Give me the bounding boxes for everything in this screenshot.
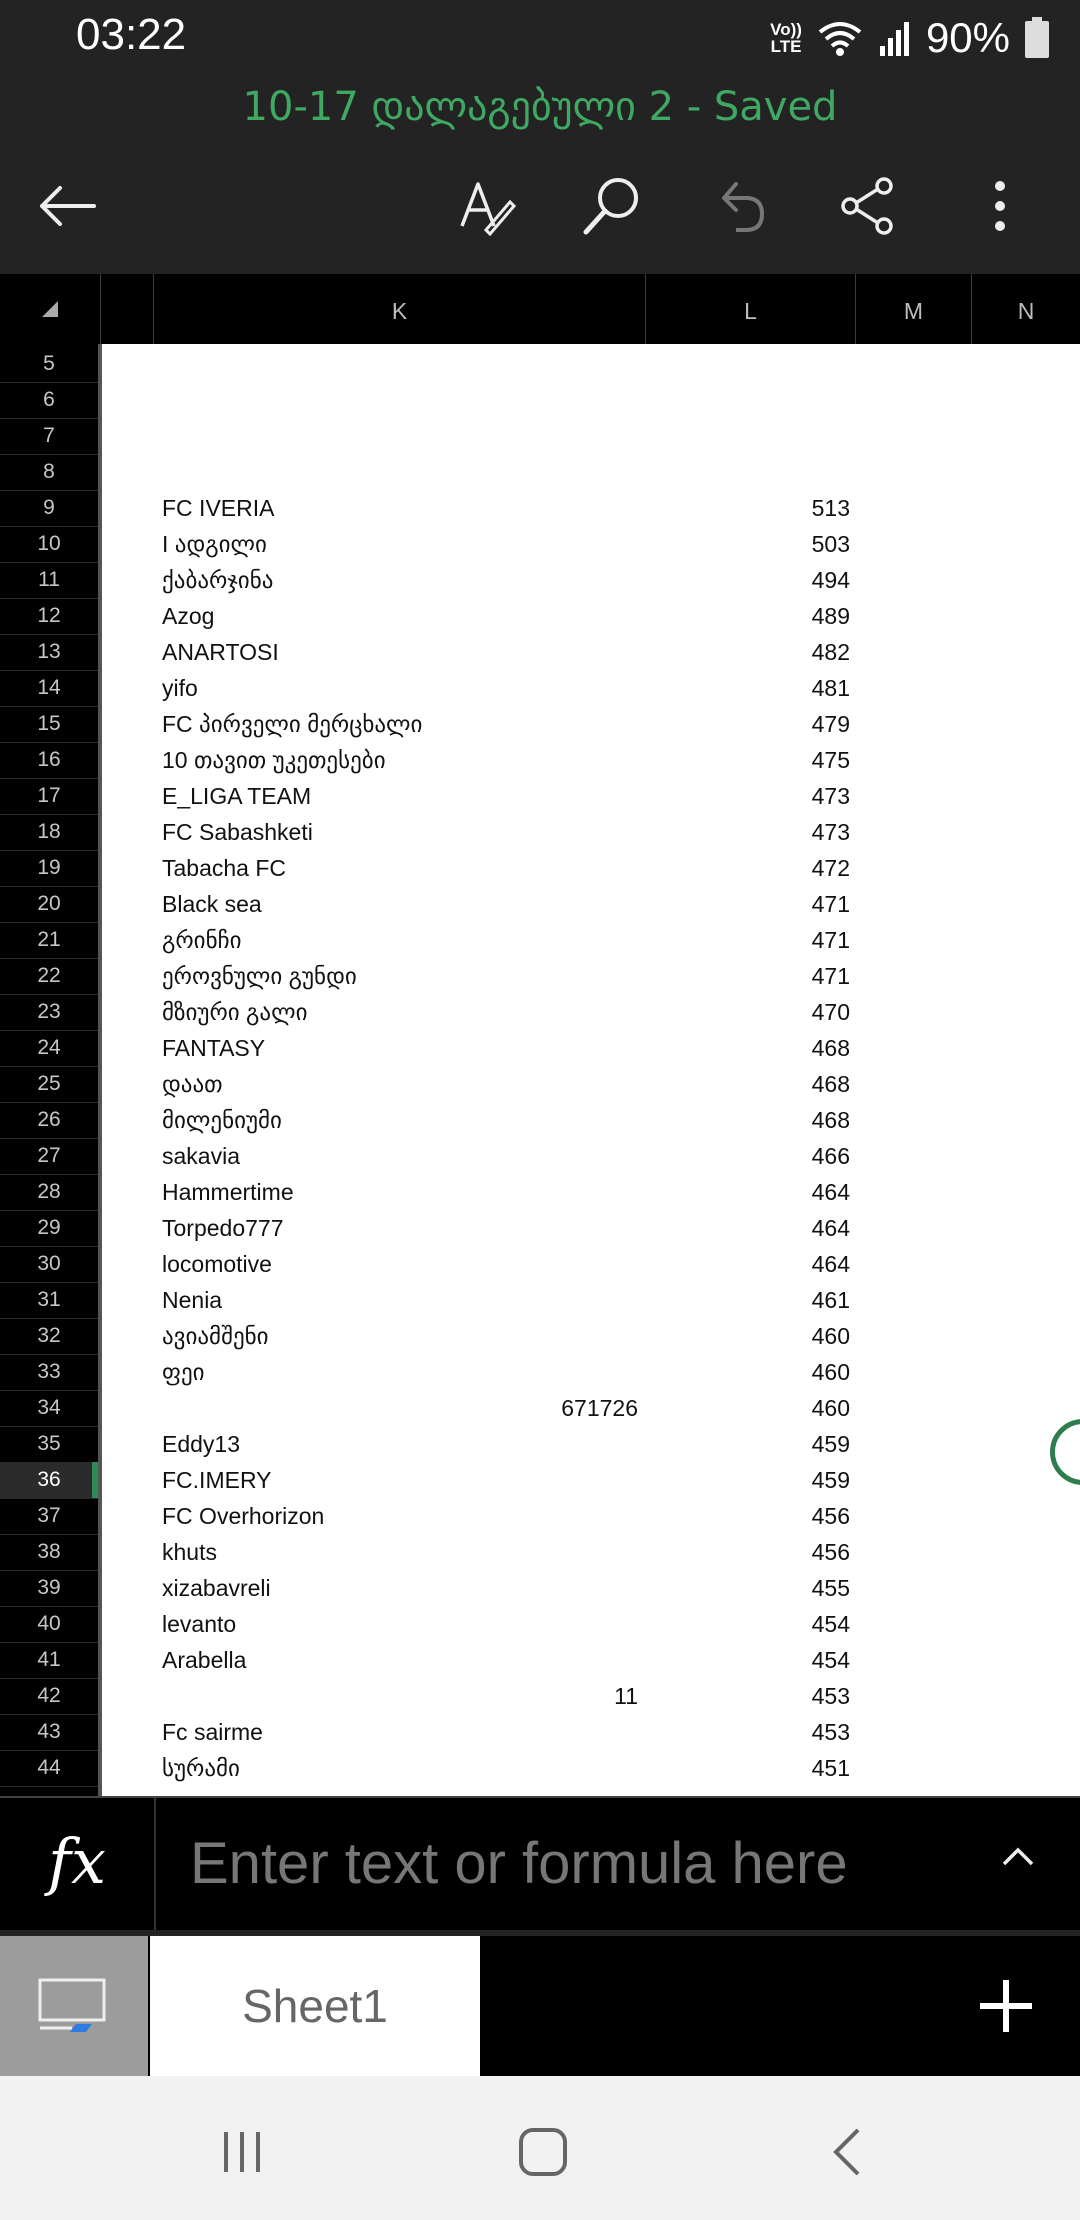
row-header[interactable]: 17 [0, 778, 98, 815]
cell-team-name[interactable]: Eddy13 [162, 1431, 241, 1457]
cell-team-name[interactable]: FC Sabashketi [162, 819, 313, 845]
wifi-icon [816, 18, 864, 58]
column-header-k[interactable]: K [154, 274, 646, 344]
cell-points[interactable]: 456 [811, 1503, 850, 1529]
undo-icon [710, 176, 770, 236]
cell-points[interactable]: 453 [811, 1719, 850, 1745]
volte-indicator [770, 21, 802, 55]
cell-points[interactable]: 494 [811, 567, 850, 593]
cell-team-name[interactable]: ეროვნული გუნდი [162, 963, 357, 989]
cell-points[interactable]: 472 [811, 855, 850, 881]
undo-button[interactable] [702, 168, 778, 244]
cell-points[interactable]: 468 [811, 1071, 850, 1097]
row-header[interactable]: 32 [0, 1318, 98, 1355]
cell-points[interactable]: 464 [811, 1179, 850, 1205]
cell-team-name[interactable]: მილენიუმი [162, 1107, 282, 1133]
cell-team-name[interactable]: sakavia [162, 1143, 240, 1169]
cell-team-name[interactable]: FC Overhorizon [162, 1503, 325, 1529]
row-header[interactable]: 20 [0, 886, 98, 923]
volte-top: Vo)) [770, 20, 802, 39]
row-header[interactable]: 11 [0, 562, 98, 599]
row-header[interactable]: 43 [0, 1714, 98, 1751]
back-button[interactable] [30, 168, 106, 244]
row-header[interactable]: 18 [0, 814, 98, 851]
cell-team-name[interactable]: FANTASY [162, 1035, 266, 1061]
sheet-bar [0, 1936, 1080, 2076]
row-header[interactable]: 34 [0, 1390, 98, 1427]
cell-points[interactable]: 479 [811, 711, 850, 737]
signal-icon [878, 18, 912, 58]
row-header[interactable]: 13 [0, 634, 98, 671]
cell-team-name[interactable]: FC პირველი მერცხალი [162, 711, 423, 737]
cell-team-name[interactable]: I ადგილი [162, 531, 267, 557]
cell-points[interactable]: 475 [811, 747, 850, 773]
cell-team-name[interactable]: Tabacha FC [162, 855, 287, 881]
selection-handle[interactable] [1050, 1419, 1080, 1485]
cell-team-name[interactable]: Nenia [162, 1287, 223, 1313]
select-all-corner[interactable] [0, 274, 101, 344]
row-header[interactable]: 44 [0, 1750, 98, 1787]
battery-percent: 90% [925, 14, 1010, 61]
cell-points[interactable]: 466 [811, 1143, 850, 1169]
cell-team-name[interactable]: სურამი [162, 1755, 240, 1781]
cell-points[interactable]: 503 [811, 531, 850, 557]
cell-points[interactable]: 489 [811, 603, 850, 629]
cell-team-name[interactable]: locomotive [162, 1251, 272, 1277]
pen-edit-icon [456, 176, 516, 236]
cell-team-name[interactable]: ფეი [162, 1359, 205, 1385]
sheet-view-button[interactable] [0, 1936, 148, 2076]
cell-points[interactable]: 453 [811, 1683, 850, 1709]
cell-points[interactable]: 471 [811, 963, 850, 989]
cell-team-name[interactable]: xizabavreli [162, 1575, 271, 1601]
cell-number-k[interactable]: 11 [614, 1683, 638, 1709]
row-header[interactable]: 6 [0, 382, 98, 419]
row-header[interactable]: 26 [0, 1102, 98, 1139]
cell-points[interactable]: 459 [811, 1431, 850, 1457]
row-header[interactable]: 28 [0, 1174, 98, 1211]
cell-team-name[interactable]: Azog [162, 603, 215, 629]
cell-points[interactable]: 451 [811, 1755, 850, 1781]
cell-team-name[interactable]: Black sea [162, 891, 262, 917]
cell-team-name[interactable]: khuts [162, 1539, 217, 1565]
cell-points[interactable]: 454 [811, 1647, 850, 1673]
cell-points[interactable]: 459 [811, 1467, 850, 1493]
search-button[interactable] [574, 168, 650, 244]
cell-points[interactable]: 471 [811, 891, 850, 917]
cell-points[interactable]: 461 [811, 1287, 850, 1313]
cell-points[interactable]: 473 [811, 783, 850, 809]
cell-points[interactable]: 513 [811, 495, 850, 521]
row-header[interactable]: 16 [0, 742, 98, 779]
cell-team-name[interactable]: ANARTOSI [162, 639, 279, 665]
more-options-button[interactable] [962, 168, 1038, 244]
toolbar [0, 138, 1080, 274]
chevron-up-icon[interactable] [1000, 1838, 1036, 1874]
recent-apps-icon[interactable] [212, 2122, 272, 2182]
home-icon[interactable] [513, 2122, 573, 2182]
row-header[interactable]: 41 [0, 1642, 98, 1679]
edit-pen-button[interactable] [448, 168, 524, 244]
add-sheet-icon[interactable] [972, 1972, 1040, 2040]
search-icon [580, 174, 644, 238]
row-header[interactable]: 42 [0, 1678, 98, 1715]
formula-bar [0, 1796, 1080, 1930]
cell-team-name[interactable]: yifo [162, 675, 198, 701]
back-nav-icon[interactable] [818, 2122, 878, 2182]
cell-team-name[interactable]: 10 თავით უკეთესები [162, 747, 386, 773]
row-header[interactable]: 37 [0, 1498, 98, 1535]
cell-points[interactable]: 482 [811, 639, 850, 665]
row-header[interactable]: 19 [0, 850, 98, 887]
row-header[interactable]: 9 [0, 490, 98, 527]
row-header[interactable]: 24 [0, 1030, 98, 1067]
row-header[interactable]: 23 [0, 994, 98, 1031]
status-bar [0, 0, 1080, 76]
cell-points[interactable]: 456 [811, 1539, 850, 1565]
cell-points[interactable]: 481 [811, 675, 850, 701]
cell-team-name[interactable]: levanto [162, 1611, 237, 1637]
more-vertical-icon [990, 178, 1010, 234]
volte-bottom: LTE [770, 37, 802, 56]
column-header [0, 274, 1080, 346]
row-header[interactable]: 10 [0, 526, 98, 563]
select-all-triangle-icon [40, 299, 60, 319]
cell-team-name[interactable]: FC IVERIA [162, 495, 275, 521]
share-icon [838, 176, 898, 236]
fx-button[interactable]: fx [0, 1798, 156, 1930]
cell-points[interactable]: 464 [811, 1251, 850, 1277]
back-arrow-icon [38, 184, 98, 228]
cell-points[interactable]: 460 [811, 1323, 850, 1349]
cell-team-name[interactable]: გრინჩი [162, 927, 242, 953]
row-header[interactable]: 38 [0, 1534, 98, 1571]
row-header[interactable]: 8 [0, 454, 98, 491]
column-header-m[interactable]: M [856, 274, 972, 344]
cell-points[interactable]: 464 [811, 1215, 850, 1241]
row-header[interactable]: 36 [0, 1462, 98, 1499]
cell-team-name[interactable]: E_LIGA TEAM [162, 783, 312, 809]
system-nav-bar [0, 2076, 1080, 2220]
cell-points[interactable]: 455 [811, 1575, 850, 1601]
cell-team-name[interactable]: FC.IMERY [162, 1467, 272, 1493]
share-button[interactable] [830, 168, 906, 244]
cell-points[interactable]: 460 [811, 1359, 850, 1385]
battery-icon [1024, 17, 1050, 59]
row-header[interactable]: 29 [0, 1210, 98, 1247]
column-header-hidden[interactable] [101, 274, 154, 344]
cell-number-k[interactable]: 671726 [561, 1395, 638, 1421]
row-header[interactable]: 31 [0, 1282, 98, 1319]
row-header[interactable]: 33 [0, 1354, 98, 1391]
row-header[interactable]: 25 [0, 1066, 98, 1103]
row-header[interactable]: 40 [0, 1606, 98, 1643]
row-header[interactable]: 39 [0, 1570, 98, 1607]
cell-points[interactable]: 468 [811, 1107, 850, 1133]
cell-points[interactable]: 460 [811, 1395, 850, 1421]
spreadsheet-grid[interactable] [0, 344, 1080, 1796]
row-headers [0, 344, 100, 1796]
cell-points[interactable]: 470 [811, 999, 850, 1025]
cell-team-name[interactable]: Torpedo777 [162, 1215, 284, 1241]
row-header[interactable]: 35 [0, 1426, 98, 1463]
sheet-view-icon [36, 1976, 112, 2036]
row-header[interactable]: 12 [0, 598, 98, 635]
cell-team-name[interactable]: დაათ [162, 1071, 223, 1097]
cell-team-name[interactable]: ავიამშენი [162, 1323, 269, 1349]
column-header-l[interactable]: L [646, 274, 856, 344]
row-header[interactable]: 15 [0, 706, 98, 743]
cell-points[interactable]: 471 [811, 927, 850, 953]
row-header[interactable]: 30 [0, 1246, 98, 1283]
row-header[interactable]: 14 [0, 670, 98, 707]
row-header[interactable]: 7 [0, 418, 98, 455]
cell-points[interactable]: 468 [811, 1035, 850, 1061]
row-header[interactable]: 21 [0, 922, 98, 959]
cell-points[interactable]: 473 [811, 819, 850, 845]
document-title: 10-17 დალაგებული 2 - Saved [242, 84, 838, 130]
cell-team-name[interactable]: Hammertime [162, 1179, 294, 1205]
row-header-divider [98, 344, 102, 1796]
cell-team-name[interactable]: მზიური გალი [162, 999, 308, 1025]
row-header[interactable]: 22 [0, 958, 98, 995]
formula-input[interactable]: Enter text or formula here [190, 1831, 848, 1896]
cell-points[interactable]: 454 [811, 1611, 850, 1637]
column-header-n[interactable]: N [1017, 298, 1035, 324]
sheet-tab-sheet1[interactable]: Sheet1 [150, 1936, 480, 2076]
status-time: 03:22 [76, 10, 187, 59]
cell-team-name[interactable]: Arabella [162, 1647, 247, 1673]
row-header[interactable]: 5 [0, 346, 98, 383]
cell-team-name[interactable]: Fc sairme [162, 1719, 263, 1745]
cell-team-name[interactable]: ქაბარჯინა [162, 567, 274, 593]
row-header[interactable]: 27 [0, 1138, 98, 1175]
